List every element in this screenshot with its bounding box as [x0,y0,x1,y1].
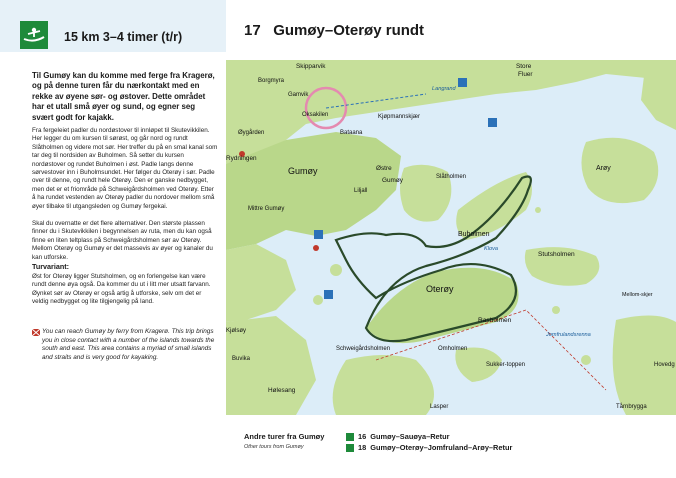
label-store: Store [516,63,532,70]
label-hovedg: Hovedg [654,362,675,368]
distance-time: 15 km 3–4 timer (t/r) [64,30,183,44]
kayak-icon [346,433,354,441]
label-schweig: Schweigårdsholmen [336,346,391,352]
label-gamvik: Gamvik [288,92,309,98]
kayak-icon [20,21,48,49]
label-fluer: Fluer [518,71,533,78]
landing-point-icon [313,245,319,251]
islet [552,306,560,314]
label-kjopmann: Kjøpmannskjær [378,114,421,120]
label-mellom: Mellom-skjer [622,292,653,298]
label-rasholmen: Rasholmen [478,317,512,324]
label-kjolsoy: Kjølsøy [226,328,246,334]
label-aroy: Arøy [596,165,611,172]
intro-text: Til Gumøy kan du komme med ferge fra Kragerø, og på denne turen får du nærkontakt med en rekke av øyene sør- og østover. Dette området har et utall små øyer og sund, og egner seg svært godt for kajakk. [32,71,215,122]
variant-heading: Turvariant: [32,262,70,271]
label-gumoy2: Gumøy [382,177,403,184]
label-lilja: Liljall [354,188,368,194]
label-ostre: Østre [376,165,392,172]
variant-text: Øst for Oterøy ligger Stutsholmen, og en forlengelse kan være rundt denne øya også. Da kommer du ut i litt mer utsatt farvann. Øynket sør av Oterøy er også artig å utforske, selv om det er veldig nedbygget og lite tilgjengelig på land. [32,273,211,306]
label-oteroy: Oterøy [426,284,454,294]
label-oygarden: Øygården [238,130,265,136]
label-mittre: Mittre Gumøy [248,206,285,212]
label-sukker: Sukker-toppen [486,362,526,368]
label-skipparvik: Skipparvik [296,63,326,70]
route-map [226,60,676,415]
label-slat: Slåtholmen [436,174,467,180]
island-south [333,355,434,415]
label-tarnbrygga: Tårnbrygga [616,404,647,410]
label-buholmen: Buholmen [458,231,490,238]
route-title: Gumøy–Oterøy rundt [273,22,425,39]
label-stuts: Stutsholmen [538,251,575,258]
wc-icon [324,290,333,299]
route-description: Fra fergeleiet padler du nordøstover til innløpet til Skutevikkilen. Her legger du om kursen til sørøst, og går nord og rundt Slåtholmen og videre mot sør. Her treffer du på en smal kanal som tar deg til nordsiden av Buholmen. Så setter du kursen nordøstover og rundet Buholmen i øst. Padle langs denne sørvestover inn i Buholmsundet. Her følger du Oterøy i sør. Padle over til denne, og rundt hele Oterøy. Den er ganske nedbygget, men det er et friområde på Schweigårdsholmen ved Oterøy. Etter å ha rundet vestenden av Oterøy padler du nordover mellom små øyer tilbake til utgangsleden og Gumøy fergekai. [32,127,218,210]
label-langrand: Langrand [432,86,456,92]
label-omholmen: Omholmen [438,346,468,352]
label-hasund: Hølesang [268,387,296,394]
islet [330,264,342,276]
label-klova: Klova [484,246,498,252]
wc-icon [488,118,497,127]
wc-icon [458,78,467,87]
label-buvika: Buvika [232,356,251,362]
islet [313,295,323,305]
english-text: You can reach Gumøy by ferry from Kragerø. This trip brings you in close contact with a number of the islands towards the south and east. This area contains a myriad of small islands and straits and is very good for kayaking. [42,328,215,361]
camp-icon [314,230,323,239]
page-title [244,22,424,39]
label-jomfru: Jomfrulandsrenna [546,332,591,338]
islet [535,207,541,213]
label-oksakilen: Oksakilen [302,112,329,118]
route-number: 17 [244,22,261,39]
other-route-16[interactable]: 16 Gumøy–Sauøya–Retur [358,432,450,441]
label-gumoy: Gumøy [288,166,318,176]
other-tours-heading: Andre turer fra Gumøy [244,432,325,441]
info-panel [0,0,226,478]
label-bataana: Bataana [340,130,363,136]
label-rydningen: Rydningen [226,155,257,162]
uk-flag-icon [32,329,40,336]
other-route-18[interactable]: 18 Gumøy–Oterøy–Jomfruland–Arøy–Retur [358,443,513,452]
islet [581,355,591,365]
kayak-icon [346,444,354,452]
camping-description: Skal du overnatte er det flere alternativer. Den største plassen finner du i Skutevikkilen i begynnelsen av ruta, men du kan også finne en liten teltplass på Schweigårdsholmen sør av Oterøy. Mellom Oterøy og Gumøy er det massevis av øyer og kanaler du kan utforske. [32,220,213,261]
other-tours-subtitle: Other tours from Gumøy [244,444,304,450]
label-lasper: Lasper [430,404,449,410]
label-borgmyra: Borgmyra [258,78,285,84]
